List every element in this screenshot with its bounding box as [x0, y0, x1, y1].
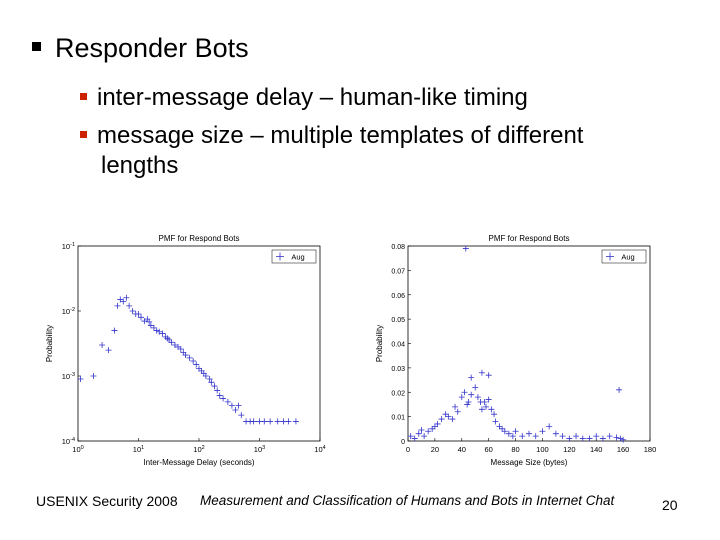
- y-tick-label: 0.05: [391, 317, 405, 325]
- x-tick-label: 60: [484, 445, 493, 454]
- x-tick-label: 100: [536, 445, 549, 454]
- y-tick-label: 0.03: [391, 365, 405, 373]
- y-tick-label: 0.04: [391, 341, 405, 349]
- plot-area: [78, 246, 320, 441]
- x-tick-label: 0: [405, 445, 411, 454]
- x-axis-label: Inter-Message Delay (seconds): [143, 458, 255, 467]
- x-tick-label: 40: [457, 445, 466, 454]
- x-tick-label: 140: [589, 445, 603, 454]
- title-text: Responder Bots: [55, 33, 249, 63]
- x-tick-label: 20: [430, 445, 440, 454]
- x-tick-label: $10^1$: [132, 445, 145, 454]
- x-tick-label: 80: [511, 445, 520, 454]
- x-tick-label: 180: [643, 445, 657, 454]
- legend-label: Aug: [621, 252, 635, 262]
- y-tick-label: 0.08: [391, 244, 405, 251]
- y-tick-label: 0.07: [391, 268, 405, 276]
- y-tick-label: 0.06: [391, 292, 405, 300]
- x-tick-label: $10^4$: [314, 445, 326, 454]
- y-tick-label: $10^{-4}$: [61, 437, 75, 446]
- footer-conference: USENIX Security 2008: [36, 493, 178, 509]
- x-tick-label: $10^3$: [253, 445, 266, 454]
- bullet-square-icon: [32, 42, 41, 51]
- y-tick-label: 0.02: [391, 390, 405, 398]
- x-tick-label: $10^2$: [193, 445, 205, 454]
- legend-label: Aug: [291, 252, 305, 262]
- x-tick-label: 160: [616, 445, 630, 454]
- chart-size-svg: [370, 228, 670, 473]
- chart-delay: [40, 228, 340, 478]
- sub-bullet-text: inter-message delay – human-like timing: [97, 84, 528, 111]
- plot-area: [408, 246, 650, 441]
- x-tick-label: 120: [563, 445, 576, 454]
- sub-bullet-1: [80, 83, 700, 113]
- footer-talk-title: Measurement and Classification of Humans and Bots in Internet Chat: [200, 493, 615, 508]
- y-axis-label: Probability: [45, 324, 54, 363]
- chart-size: [370, 228, 670, 478]
- sub-bullet-2: [80, 121, 700, 181]
- slide-title: [32, 32, 249, 64]
- x-axis-label: Message Size (bytes): [490, 458, 568, 467]
- y-tick-label: $10^{-3}$: [61, 372, 75, 381]
- chart-title: PMF for Respond Bots: [488, 234, 570, 243]
- y-tick-label: 0.01: [391, 414, 405, 422]
- y-tick-label: $10^{-2}$: [61, 307, 75, 316]
- y-axis-label: Probability: [375, 324, 384, 363]
- page-number: 20: [662, 497, 678, 513]
- y-tick-label: $10^{-1}$: [61, 242, 75, 251]
- sub-bullet-text: message size – multiple templates of different: [97, 122, 584, 149]
- chart-title: PMF for Respond Bots: [158, 234, 240, 243]
- y-tick-label: 0: [401, 439, 405, 446]
- bullet-square-icon: [80, 131, 87, 138]
- x-tick-label: $10^0$: [72, 445, 84, 454]
- chart-delay-svg: [40, 228, 340, 473]
- bullet-square-icon: [80, 93, 87, 100]
- sub-bullet-continuation: lengths: [101, 152, 179, 179]
